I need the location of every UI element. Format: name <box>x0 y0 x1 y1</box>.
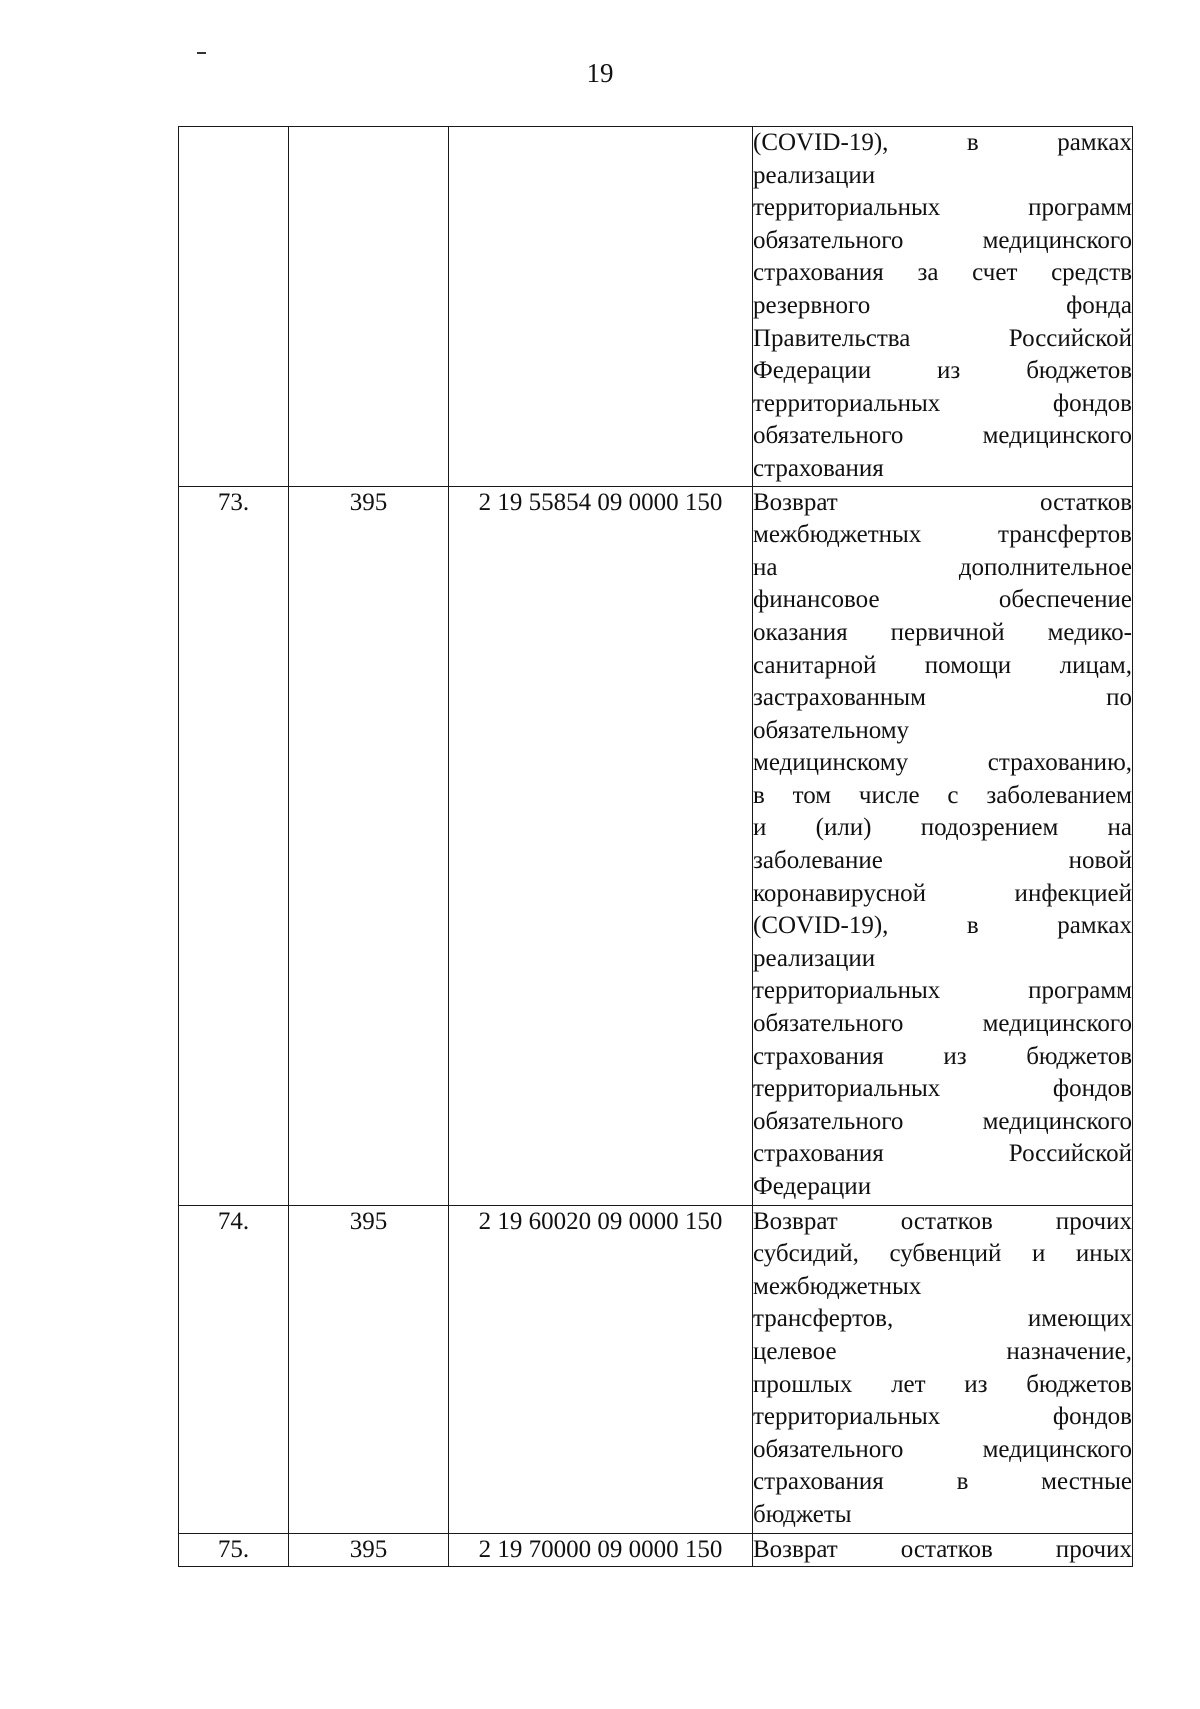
budget-classification-code-cell: 2 19 55854 09 0000 150 <box>449 486 753 1205</box>
scan-mark <box>197 52 206 54</box>
text-line: территориальных фондов <box>753 1075 1132 1103</box>
text-line: межбюджетных <box>753 1272 922 1300</box>
text-line: на дополнительное <box>753 553 1132 581</box>
text-line: страхования Российской <box>753 1140 1132 1168</box>
text-line: страхования из бюджетов <box>753 1042 1132 1070</box>
text-line: субсидий, субвенций и иных <box>753 1240 1132 1268</box>
table-row-75 <box>179 1533 1133 1567</box>
administrator-code-cell: 395 <box>289 1533 449 1567</box>
text-line: страхования в местные <box>753 1468 1132 1496</box>
income-name-cell <box>753 1205 1133 1533</box>
administrator-code-cell: 395 <box>289 1205 449 1533</box>
administrator-code-cell: 395 <box>289 486 449 1205</box>
text-line: обязательного медицинского <box>753 422 1132 450</box>
text-line: страхования <box>753 454 884 482</box>
text-line: межбюджетных трансфертов <box>753 521 1132 549</box>
text-line: территориальных фондов <box>753 389 1132 417</box>
table-row-73 <box>179 486 1133 1205</box>
text-line: санитарной помощи лицам, <box>753 651 1132 679</box>
text-line: реализации <box>753 161 876 189</box>
text-line: реализации <box>753 944 876 972</box>
row-number-cell <box>179 127 289 487</box>
text-line: обязательного медицинского <box>753 1107 1132 1135</box>
text-line: обязательного медицинского <box>753 1435 1132 1463</box>
row-number-cell: 74. <box>179 1205 289 1533</box>
text-line: Возврат остатков <box>753 488 1132 516</box>
text-line: Возврат остатков прочих <box>753 1207 1132 1235</box>
text-line: (COVID-19), в рамках <box>753 912 1132 940</box>
text-line: обязательному <box>753 716 910 744</box>
text-line: Правительства Российской <box>753 324 1132 352</box>
text-line: трансфертов, имеющих <box>753 1305 1132 1333</box>
row-number-cell: 75. <box>179 1533 289 1567</box>
text-line: Федерации <box>753 1173 872 1200</box>
text-line: прошлых лет из бюджетов <box>753 1370 1132 1398</box>
budget-classification-code-cell <box>449 127 753 487</box>
text-line: медицинскому страхованию, <box>753 749 1132 777</box>
budget-code-table <box>178 126 1133 1567</box>
text-line: бюджеты <box>753 1500 852 1528</box>
text-line: и (или) подозрением на <box>753 814 1132 842</box>
budget-classification-code-cell: 2 19 70000 09 0000 150 <box>449 1533 753 1567</box>
text-line: Федерации из бюджетов <box>753 357 1132 385</box>
income-name-cell <box>753 486 1133 1205</box>
administrator-code-cell <box>289 127 449 487</box>
table-row-continuation <box>179 127 1133 487</box>
budget-classification-code-cell: 2 19 60020 09 0000 150 <box>449 1205 753 1533</box>
text-line: Возврат остатков прочих <box>753 1535 1132 1563</box>
text-line: страхования за счет средств <box>753 259 1132 287</box>
text-line: заболевание новой <box>753 847 1132 875</box>
text-line: целевое назначение, <box>753 1337 1132 1365</box>
text-line: обязательного медицинского <box>753 1010 1132 1038</box>
text-line: оказания первичной медико- <box>753 618 1132 646</box>
text-line: территориальных программ <box>753 977 1132 1005</box>
text-line: застрахованным по <box>753 684 1132 712</box>
text-line: коронавирусной инфекцией <box>753 879 1132 907</box>
income-name-cell <box>753 1533 1133 1567</box>
text-line: резервного фонда <box>753 291 1132 319</box>
income-name-cell <box>753 127 1133 487</box>
row-number-cell: 73. <box>179 486 289 1205</box>
text-line: территориальных программ <box>753 194 1132 222</box>
text-line: (COVID-19), в рамках <box>753 129 1132 156</box>
text-line: обязательного медицинского <box>753 226 1132 254</box>
text-line: финансовое обеспечение <box>753 586 1132 614</box>
text-line: территориальных фондов <box>753 1403 1132 1431</box>
text-line: в том числе с заболеванием <box>753 781 1132 809</box>
page-number: 19 <box>586 58 614 88</box>
table-row-74 <box>179 1205 1133 1533</box>
